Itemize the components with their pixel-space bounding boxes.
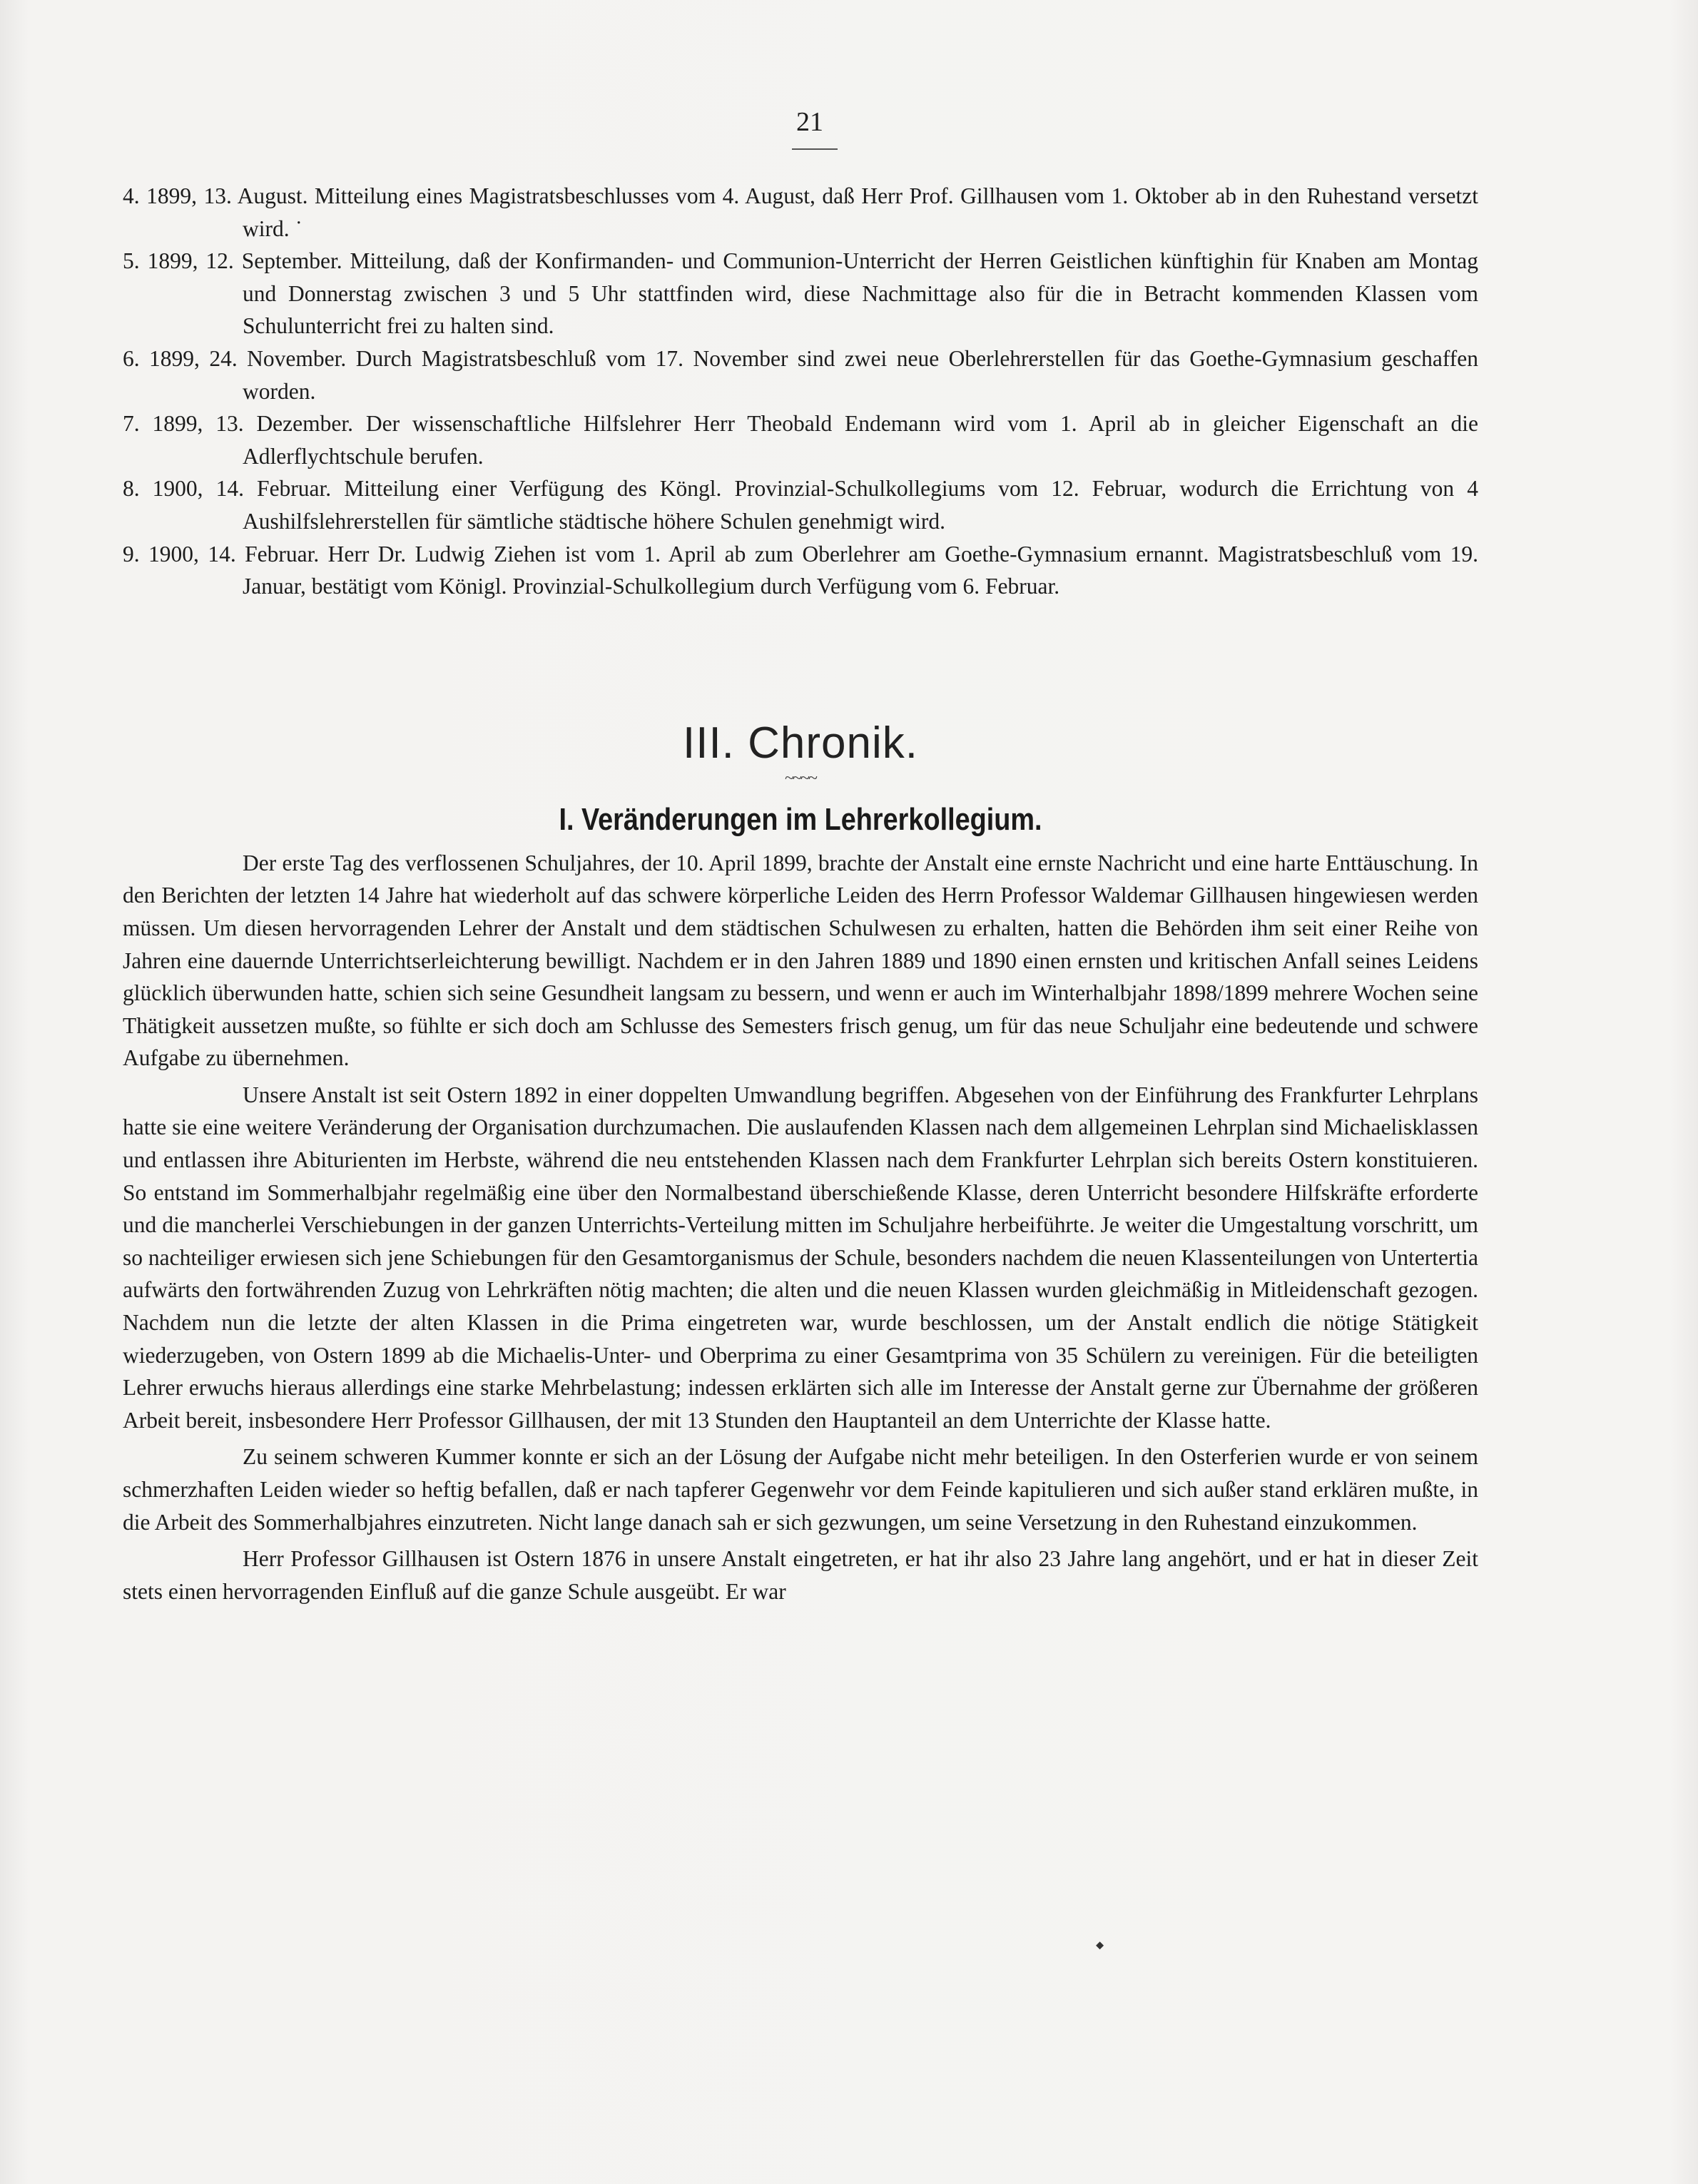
chronicle-entry: 5. 1899, 12. September. Mitteilung, daß der Konfirmanden- und Communion-Unterricht der Herren Geistlichen künftighin für Knaben am Montag und Donnerstag zwischen 3 und 5 Uhr stattfinden wird, diese Nachmittage also für die in Betracht kommenden Klassen vom Schulunterricht frei zu halten sind. <box>123 248 1478 339</box>
chapter-title: III. Chronik. <box>683 718 918 768</box>
chronicle-entry: 6. 1899, 24. November. Durch Magistratsbeschluß vom 17. November sind zwei neue Oberlehrerstellen für das Goethe-Gymnasium geschaffen worden. <box>123 345 1478 404</box>
chronicle-entry: 9. 1900, 14. Februar. Herr Dr. Ludwig Ziehen ist vom 1. April ab zum Oberlehrer am Goethe-Gymnasium ernannt. Magistratsbeschluß vom 19. Januar, bestätigt vom Königl. Provinzial-Schulkollegium durch Verfügung vom 6. Februar. <box>123 541 1478 599</box>
page-number: 21 <box>796 107 823 137</box>
section-title: I. Veränderungen im Lehrerkollegium. <box>559 801 1042 837</box>
chronicle-entry: 7. 1899, 13. Dezember. Der wissenschaftliche Hilfslehrer Herr Theobald Endemann wird vom 1. April ab in gleicher Eigenschaft an die Adlerflychtschule berufen. <box>123 411 1478 469</box>
chronicle-entry: 8. 1900, 14. Februar. Mitteilung einer Verfügung des Köngl. Provinzial-Schulkollegiums vom 12. Februar, wodurch die Errichtung von 4 Aushilfslehrerstellen für sämtliche städtische höhere Schulen genehmigt wird. <box>123 476 1478 534</box>
title-ornament: ~~~~ <box>785 768 816 788</box>
chronicle-entry: 4. 1899, 13. August. Mitteilung eines Magistratsbeschlusses vom 4. August, daß Herr Prof. Gillhausen vom 1. Oktober ab in den Ruhestand versetzt wird. ˙ <box>123 183 1478 241</box>
body-paragraph: Zu seinem schweren Kummer konnte er sich an der Lösung der Aufgabe nicht mehr beteiligen. In den Osterferien wurde er von seinem schmerzhaften Leiden wieder so heftig befallen, daß er nach tapferer Gegenwehr vor dem Feinde kapitulieren und sich außer stand erklären mußte, in die Arbeit des Sommerhalbjahres einzutreten. Nicht lange danach sah er sich gezwungen, um seine Versetzung in den Ruhestand einzukommen. <box>123 1444 1478 1535</box>
body-paragraph: Unsere Anstalt ist seit Ostern 1892 in einer doppelten Umwandlung begriffen. Abgesehen von der Einführung des Frankfurter Lehrplans hatte sie eine weitere Veränderung der Organisation durchzumachen. Die auslaufenden Klassen nach dem allgemeinen Lehrplan sind Michaelisklassen und entlassen ihre Abiturienten im Herbste, während die neu entstehenden Klassen nach dem Frankfurter Lehrplan sich bereits Ostern konstituieren. So entstand im Sommerhalbjahr regelmäßig eine über den Normalbestand überschießende Klasse, deren Unterricht besondere Hilfskräfte erforderte und die mancherlei Verschiebungen in der ganzen Unterrichts-Verteilung mitten im Schuljahre herbeiführte. Je weiter die Umgestaltung vorschritt, um so nachteiliger erwiesen sich jene Schiebungen für den Gesamtorganismus der Schule, besonders nachdem die neuen Klassenteilungen von Untertertia aufwärts den fortwährenden Zuzug von Lehrkräften nötig machten; die alten und die neuen Klassen wurden gleichmäßig in Mitleidenschaft gezogen. Nachdem nun die letzte der alten Klassen in die Prima eingetreten war, wurde beschlossen, um der Anstalt endlich die nötige Stätigkeit wiederzugeben, von Ostern 1899 ab die Michaelis-Unter- und Oberprima zu einer Gesamtprima von 35 Schülern zu vereinigen. Für die beteiligten Lehrer erwuchs hieraus allerdings eine starke Mehrbelastung; indessen erklärten sich alle im Interesse der Anstalt gerne zur Übernahme der größeren Arbeit bereit, insbesondere Herr Professor Gillhausen, der mit 13 Stunden den Hauptanteil an dem Unterrichte der Klasse hatte. <box>123 1082 1478 1433</box>
body-paragraph: Herr Professor Gillhausen ist Ostern 1876 in unsere Anstalt eingetreten, er hat ihr also 23 Jahre lang angehört, und er hat in dieser Zeit stets einen hervorragenden Einfluß auf die ganze Schule ausgeübt. Er war <box>123 1546 1478 1604</box>
page-number-rule <box>792 148 838 150</box>
stray-print-mark: ⬥ <box>1096 1939 1104 1951</box>
body-paragraph: Der erste Tag des verflossenen Schuljahres, der 10. April 1899, brachte der Anstalt eine ernste Nachricht und eine harte Enttäuschung. In den Berichten der letzten 14 Jahre hat wiederholt auf das schwere körperliche Leiden des Herrn Professor Waldemar Gillhausen hingewiesen werden müssen. Um diesen hervorragenden Lehrer der Anstalt und dem städtischen Schulwesen zu erhalten, hatten die Behörden ihm seit einer Reihe von Jahren eine dauernde Unterrichtserleichterung bewilligt. Nachdem er in den Jahren 1889 und 1890 einen ernsten und kritischen Anfall seines Leidens glücklich überwunden hatte, schien sich seine Gesundheit langsam zu bessern, und wenn er auch im Winterhalbjahr 1898/1899 mehrere Wochen seine Thätigkeit aussetzen mußte, so fühlte er sich doch am Schlusse des Semesters frisch genug, um für das neue Schuljahr eine bedeutende und schwere Aufgabe zu übernehmen. <box>123 850 1478 1071</box>
page-content <box>123 180 1478 1607</box>
